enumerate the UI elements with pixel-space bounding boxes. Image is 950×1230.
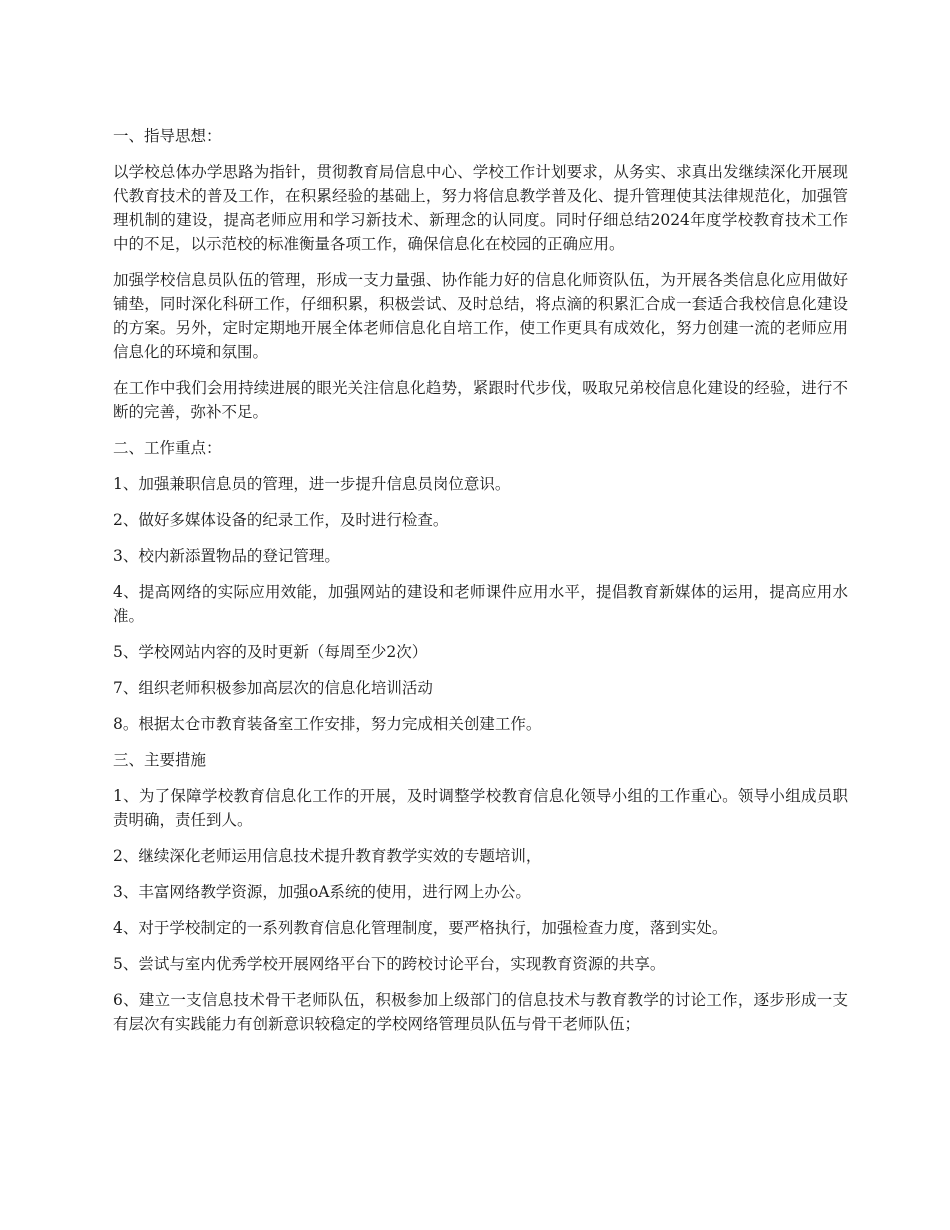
list-item: 3、丰富网络教学资源，加强oA系统的使用，进行网上办公。: [113, 883, 531, 901]
list-item: 3、校内新添置物品的登记管理。: [113, 547, 340, 565]
section-heading-work-focus: 二、工作重点：: [113, 439, 222, 457]
paragraph: 以学校总体办学思路为指针，贯彻教育局信息中心、学校工作计划要求，从务实、求真出发继续深化开展现代教育技术的普及工作，在积累经验的基础上，努力将信息教学普及化、提升管理使其法律规范化，加强管理机制的建设，提高老师应用和学习新技术、新理念的认同度。同时仔细总结2024年度学校教育技术工作中的不足，以示范校的标准衡量各项工作，确保信息化在校园的正确应用。: [113, 163, 848, 253]
list-item: 7、组织老师积极参加高层次的信息化培训活动: [113, 679, 433, 697]
list-item: 2、继续深化老师运用信息技术提升教育教学实效的专题培训，: [113, 847, 542, 865]
paragraph: 在工作中我们会用持续进展的眼光关注信息化趋势，紧跟时代步伐，吸取兄弟校信息化建设的经验，进行不断的完善，弥补不足。: [113, 379, 848, 421]
document-page: [113, 124, 848, 1048]
list-item: 5、尝试与室内优秀学校开展网络平台下的跨校讨论平台，实现教育资源的共享。: [113, 955, 666, 973]
paragraph: 加强学校信息员队伍的管理，形成一支力量强、协作能力好的信息化师资队伍，为开展各类信息化应用做好铺垫，同时深化科研工作，仔细积累，积极尝试、及时总结，将点滴的积累汇合成一套适合我校信息化建设的方案。另外，定时定期地开展全体老师信息化自培工作，使工作更具有成效化，努力创建一流的老师应用信息化的环境和氛围。: [113, 271, 848, 361]
section-heading-main-measures: 三、主要措施: [113, 751, 207, 769]
list-item: 1、加强兼职信息员的管理，进一步提升信息员岗位意识。: [113, 475, 511, 493]
list-item: 1、为了保障学校教育信息化工作的开展，及时调整学校教育信息化领导小组的工作重心。领导小组成员职责明确，责任到人。: [113, 787, 848, 829]
section-heading-guiding-ideology: 一、指导思想：: [113, 127, 222, 145]
list-item: 4、提高网络的实际应用效能，加强网站的建设和老师课件应用水平，提倡教育新媒体的运用，提高应用水准。: [113, 583, 848, 625]
list-item: 5、学校网站内容的及时更新（每周至少2次）: [113, 643, 428, 661]
list-item: 4、对于学校制定的一系列教育信息化管理制度，要严格执行，加强检查力度，落到实处。: [113, 919, 728, 937]
list-item: 6、建立一支信息技术骨干老师队伍，积极参加上级部门的信息技术与教育教学的讨论工作，逐步形成一支有层次有实践能力有创新意识较稳定的学校网络管理员队伍与骨干老师队伍；: [113, 991, 848, 1033]
list-item: 8。根据太仓市教育装备室工作安排，努力完成相关创建工作。: [113, 715, 542, 733]
list-item: 2、做好多媒体设备的纪录工作，及时进行检查。: [113, 511, 449, 529]
